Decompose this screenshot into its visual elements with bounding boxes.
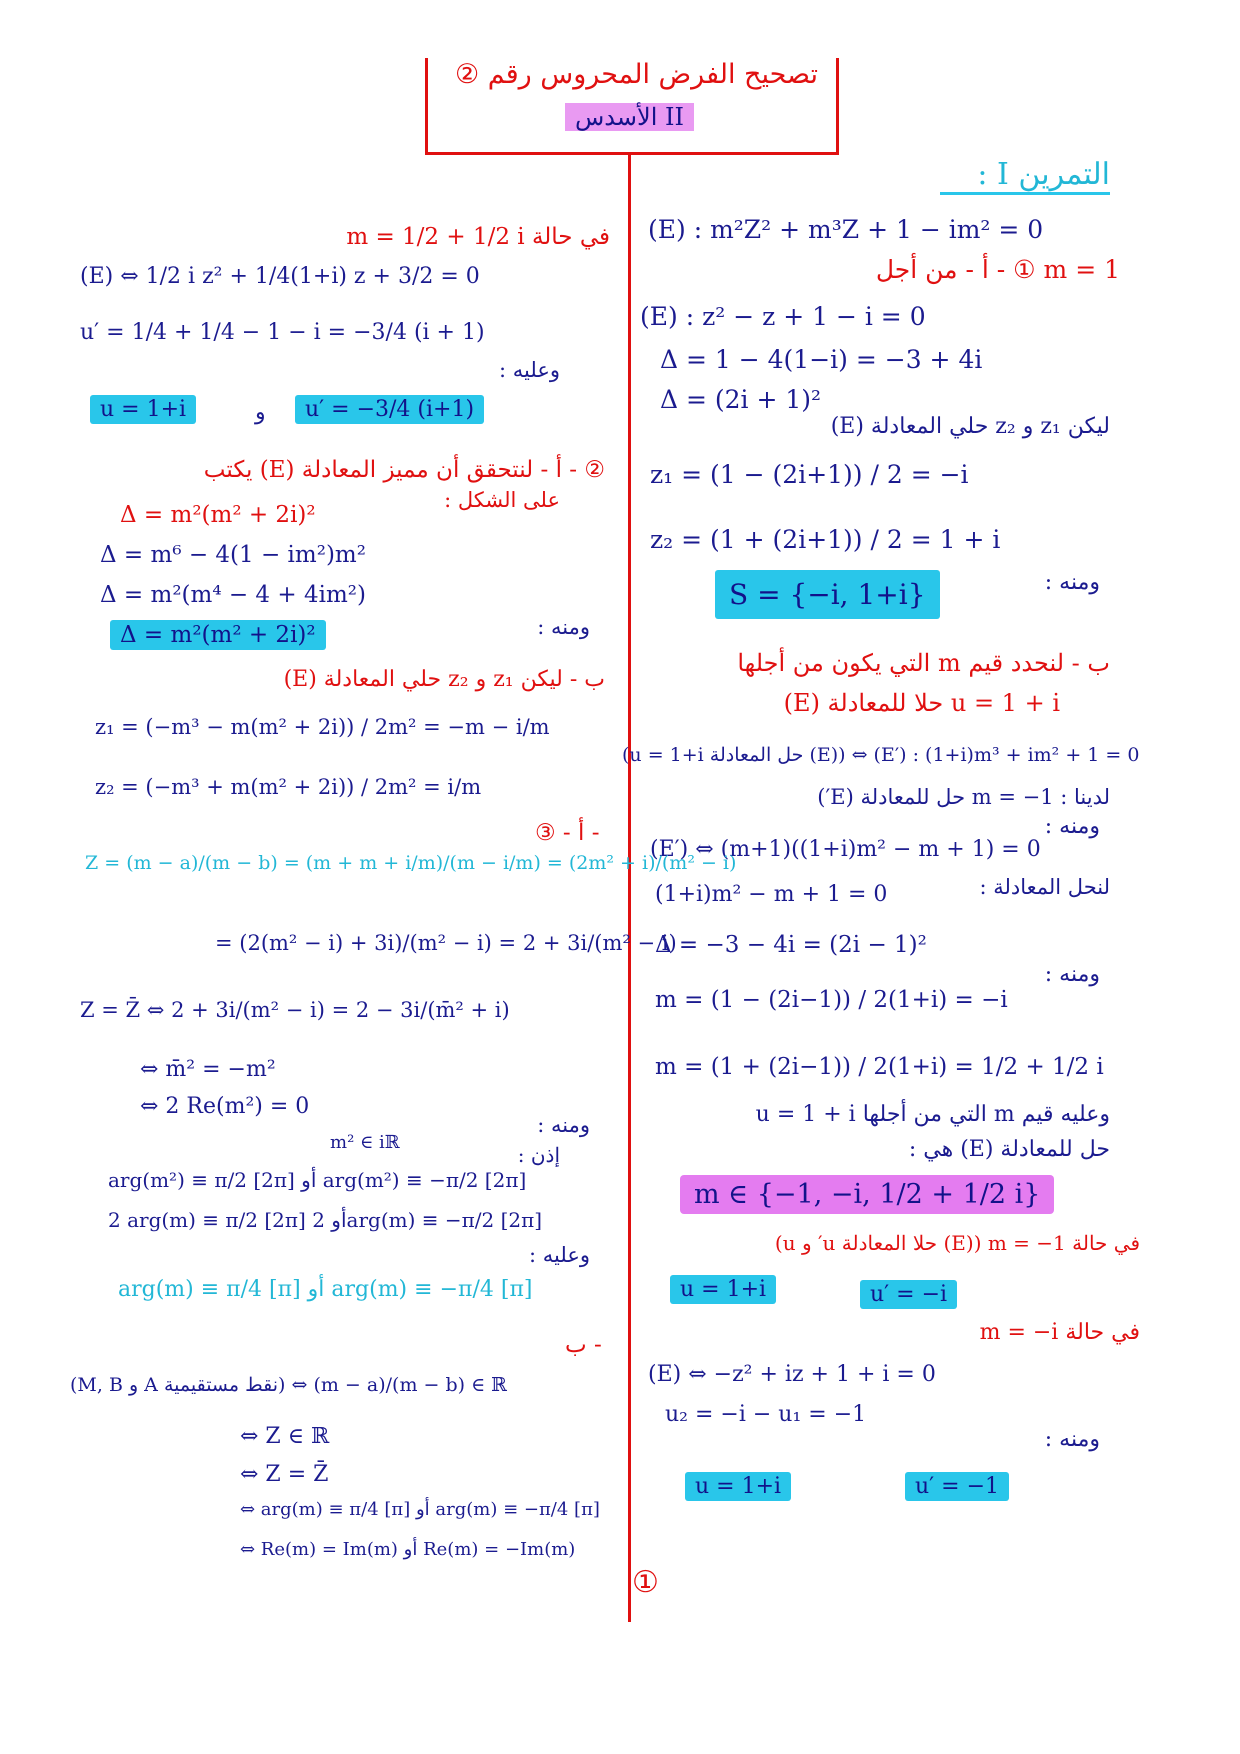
m2-imag: m² ∈ iℝ [330, 1132, 400, 1153]
re-cond: ⇔ 2 Re(m²) = 0 [140, 1094, 310, 1119]
delta-m: Δ = −3 − 4i = (2i − 1)² [655, 932, 927, 958]
u-prime-calc: u′ = 1/4 + 1/4 − 1 − i = −3/4 (i + 1) [80, 320, 485, 345]
q3a-heading: ③ - أ - [535, 820, 600, 846]
q2b-heading: ب - ليكن z₁ و z₂ حلي المعادلة (E) [283, 667, 605, 692]
delta-target: Δ = m²(m² + 2i)² [120, 502, 316, 528]
column-divider [628, 152, 631, 1622]
case2-u: u = 1+i [685, 1472, 791, 1502]
q1a-heading: m = 1 ① - أ - من أجل [875, 255, 1120, 284]
re-im-equiv: ⇔ Re(m) = Im(m) أو Re(m) = −Im(m) [240, 1539, 576, 1560]
z1-general: z₁ = (−m³ − m(m² + 2i)) / 2m² = −m − i/m [95, 715, 550, 739]
u2-value: u₂ = −i − u₁ = −1 [665, 1402, 867, 1427]
delta-1: Δ = 1 − 4(1−i) = −3 + 4i [660, 345, 983, 374]
Z-real: ⇔ Z ∈ ℝ [240, 1424, 330, 1449]
delta-step-2: Δ = m²(m⁴ − 4 + 4im²) [100, 582, 366, 608]
arg-2m: 2 arg(m) ≡ π/2 [2π] أو 2arg(m) ≡ −π/2 [2π] [108, 1208, 543, 1232]
roots-intro: ليكن z₁ و z₂ حلي المعادلة (E) [830, 414, 1110, 439]
equiv-E-prime: (u = 1+i حل المعادلة (E)) ⇔ (E′) : (1+i)m³ + im² + 1 = 0 [622, 744, 1140, 766]
q1b-heading-2: u = 1 + i حلا للمعادلة (E) [783, 689, 1060, 717]
exercise-title: التمرين I : [940, 160, 1110, 195]
Z-real-cond: Z = Z̄ ⇔ 2 + 3i/(m² − i) = 2 − 3i/(m̄² + i) [80, 998, 510, 1022]
solution-set: S = {−i, 1+i} [715, 580, 940, 610]
thus-1: وعليه : [499, 358, 560, 382]
hence-6: ومنه : [537, 1113, 590, 1137]
q2a-heading: ② - أ - لنتحقق أن مميز المعادلة (E) يكتب [203, 457, 605, 483]
q1b-heading: ب - لنحدد قيم m التي يكون من أجلها [737, 649, 1110, 677]
hence-4: ومنه : [1044, 1427, 1100, 1452]
m-set: m ∈ {−1, −i, 1/2 + 1/2 i} [680, 1180, 1054, 1210]
quadratic-m: (1+i)m² − m + 1 = 0 [655, 882, 888, 907]
delta-result: Δ = m²(m² + 2i)² [110, 620, 326, 650]
q2a-form: على الشكل : [444, 488, 560, 512]
arg-m2: arg(m²) ≡ π/2 [2π] أو arg(m²) ≡ −π/2 [2π] [108, 1168, 527, 1192]
hence-1: ومنه : [1044, 570, 1100, 595]
eq-m-half: (E) ⇔ 1/2 i z² + 1/4(1+i) z + 3/2 = 0 [80, 264, 480, 289]
case-m-half: في حالة m = 1/2 + 1/2 i [346, 224, 610, 250]
Z-simplified: = (2(m² − i) + 3i)/(m² − i) = 2 + 3i/(m² − i) [215, 931, 677, 955]
and-1: و [255, 400, 266, 425]
z2-general: z₂ = (−m³ + m(m² + 2i)) / 2m² = i/m [95, 775, 482, 799]
solve-intro: لنحل المعادلة : [979, 875, 1110, 899]
conclusion-2: حل للمعادلة (E) هي : [908, 1137, 1110, 1162]
conj-cond: ⇔ m̄² = −m² [140, 1057, 276, 1082]
case1-u-prime: u′ = −i [860, 1280, 957, 1310]
delta-2: Δ = (2i + 1)² [660, 385, 822, 414]
case-half-u-prime: u′ = −3/4 (i+1) [295, 395, 484, 425]
Z-ratio: Z = (m − a)/(m − b) = (m + m + i/m)/(m − i/m) = (2m² + i)/(m² − i) [85, 852, 737, 874]
therefore-1: إذن : [517, 1143, 560, 1167]
hence-2: ومنه : [1044, 814, 1100, 839]
z1-value: z₁ = (1 − (2i+1)) / 2 = −i [650, 460, 969, 489]
equation-E: (E) : m²Z² + m³Z + 1 − im² = 0 [648, 215, 1044, 244]
m-root-2: m = (1 + (2i−1)) / 2(1+i) = 1/2 + 1/2 i [655, 1054, 1104, 1080]
document-title: تصحيح الفرض المحروس رقم ② [455, 59, 818, 90]
case-m-minus-1: في حالة m = −1 ((E) حلا المعادلة u′ و u) [774, 1231, 1140, 1255]
conclusion-1: وعليه قيم m التي من أجلها u = 1 + i [755, 1102, 1110, 1127]
hence-3: ومنه : [1044, 962, 1100, 987]
Z-conj: ⇔ Z = Z̄ [240, 1462, 329, 1487]
thus-2: وعليه : [529, 1243, 590, 1267]
hence-5: ومنه : [537, 615, 590, 639]
q3b-heading: ب - [565, 1332, 602, 1358]
m-minus-1-root: لدينا : m = −1 حل للمعادلة (E′) [817, 785, 1110, 809]
collinear-cond: (M, B و A نقط مستقيمية) ⇔ (m − a)/(m − b) ∈ ℝ [70, 1374, 507, 1396]
arg-m-result: arg(m) ≡ π/4 [π] أو arg(m) ≡ −π/4 [π] [118, 1277, 533, 1302]
arg-equiv: ⇔ arg(m) ≡ π/4 [π] أو arg(m) ≡ −π/4 [π] [240, 1499, 600, 1520]
eq-m-minus-i: (E) ⇔ −z² + iz + 1 + i = 0 [648, 1362, 936, 1387]
case-half-u: u = 1+i [90, 395, 196, 425]
eq-m1: (E) : z² − z + 1 − i = 0 [640, 302, 926, 331]
case-m-minus-i: في حالة m = −i [979, 1320, 1140, 1345]
semester-highlight: الأسدس II [565, 103, 694, 131]
delta-step-1: Δ = m⁶ − 4(1 − im²)m² [100, 542, 366, 568]
z2-value: z₂ = (1 + (2i+1)) / 2 = 1 + i [650, 525, 1001, 554]
page-number: ① [632, 1565, 659, 1600]
semester-label [565, 102, 694, 132]
case2-u-prime: u′ = −1 [905, 1472, 1009, 1502]
case1-u: u = 1+i [670, 1275, 776, 1305]
m-root-1: m = (1 − (2i−1)) / 2(1+i) = −i [655, 987, 1008, 1013]
factorization: (E′) ⇔ (m+1)((1+i)m² − m + 1) = 0 [650, 837, 1041, 862]
